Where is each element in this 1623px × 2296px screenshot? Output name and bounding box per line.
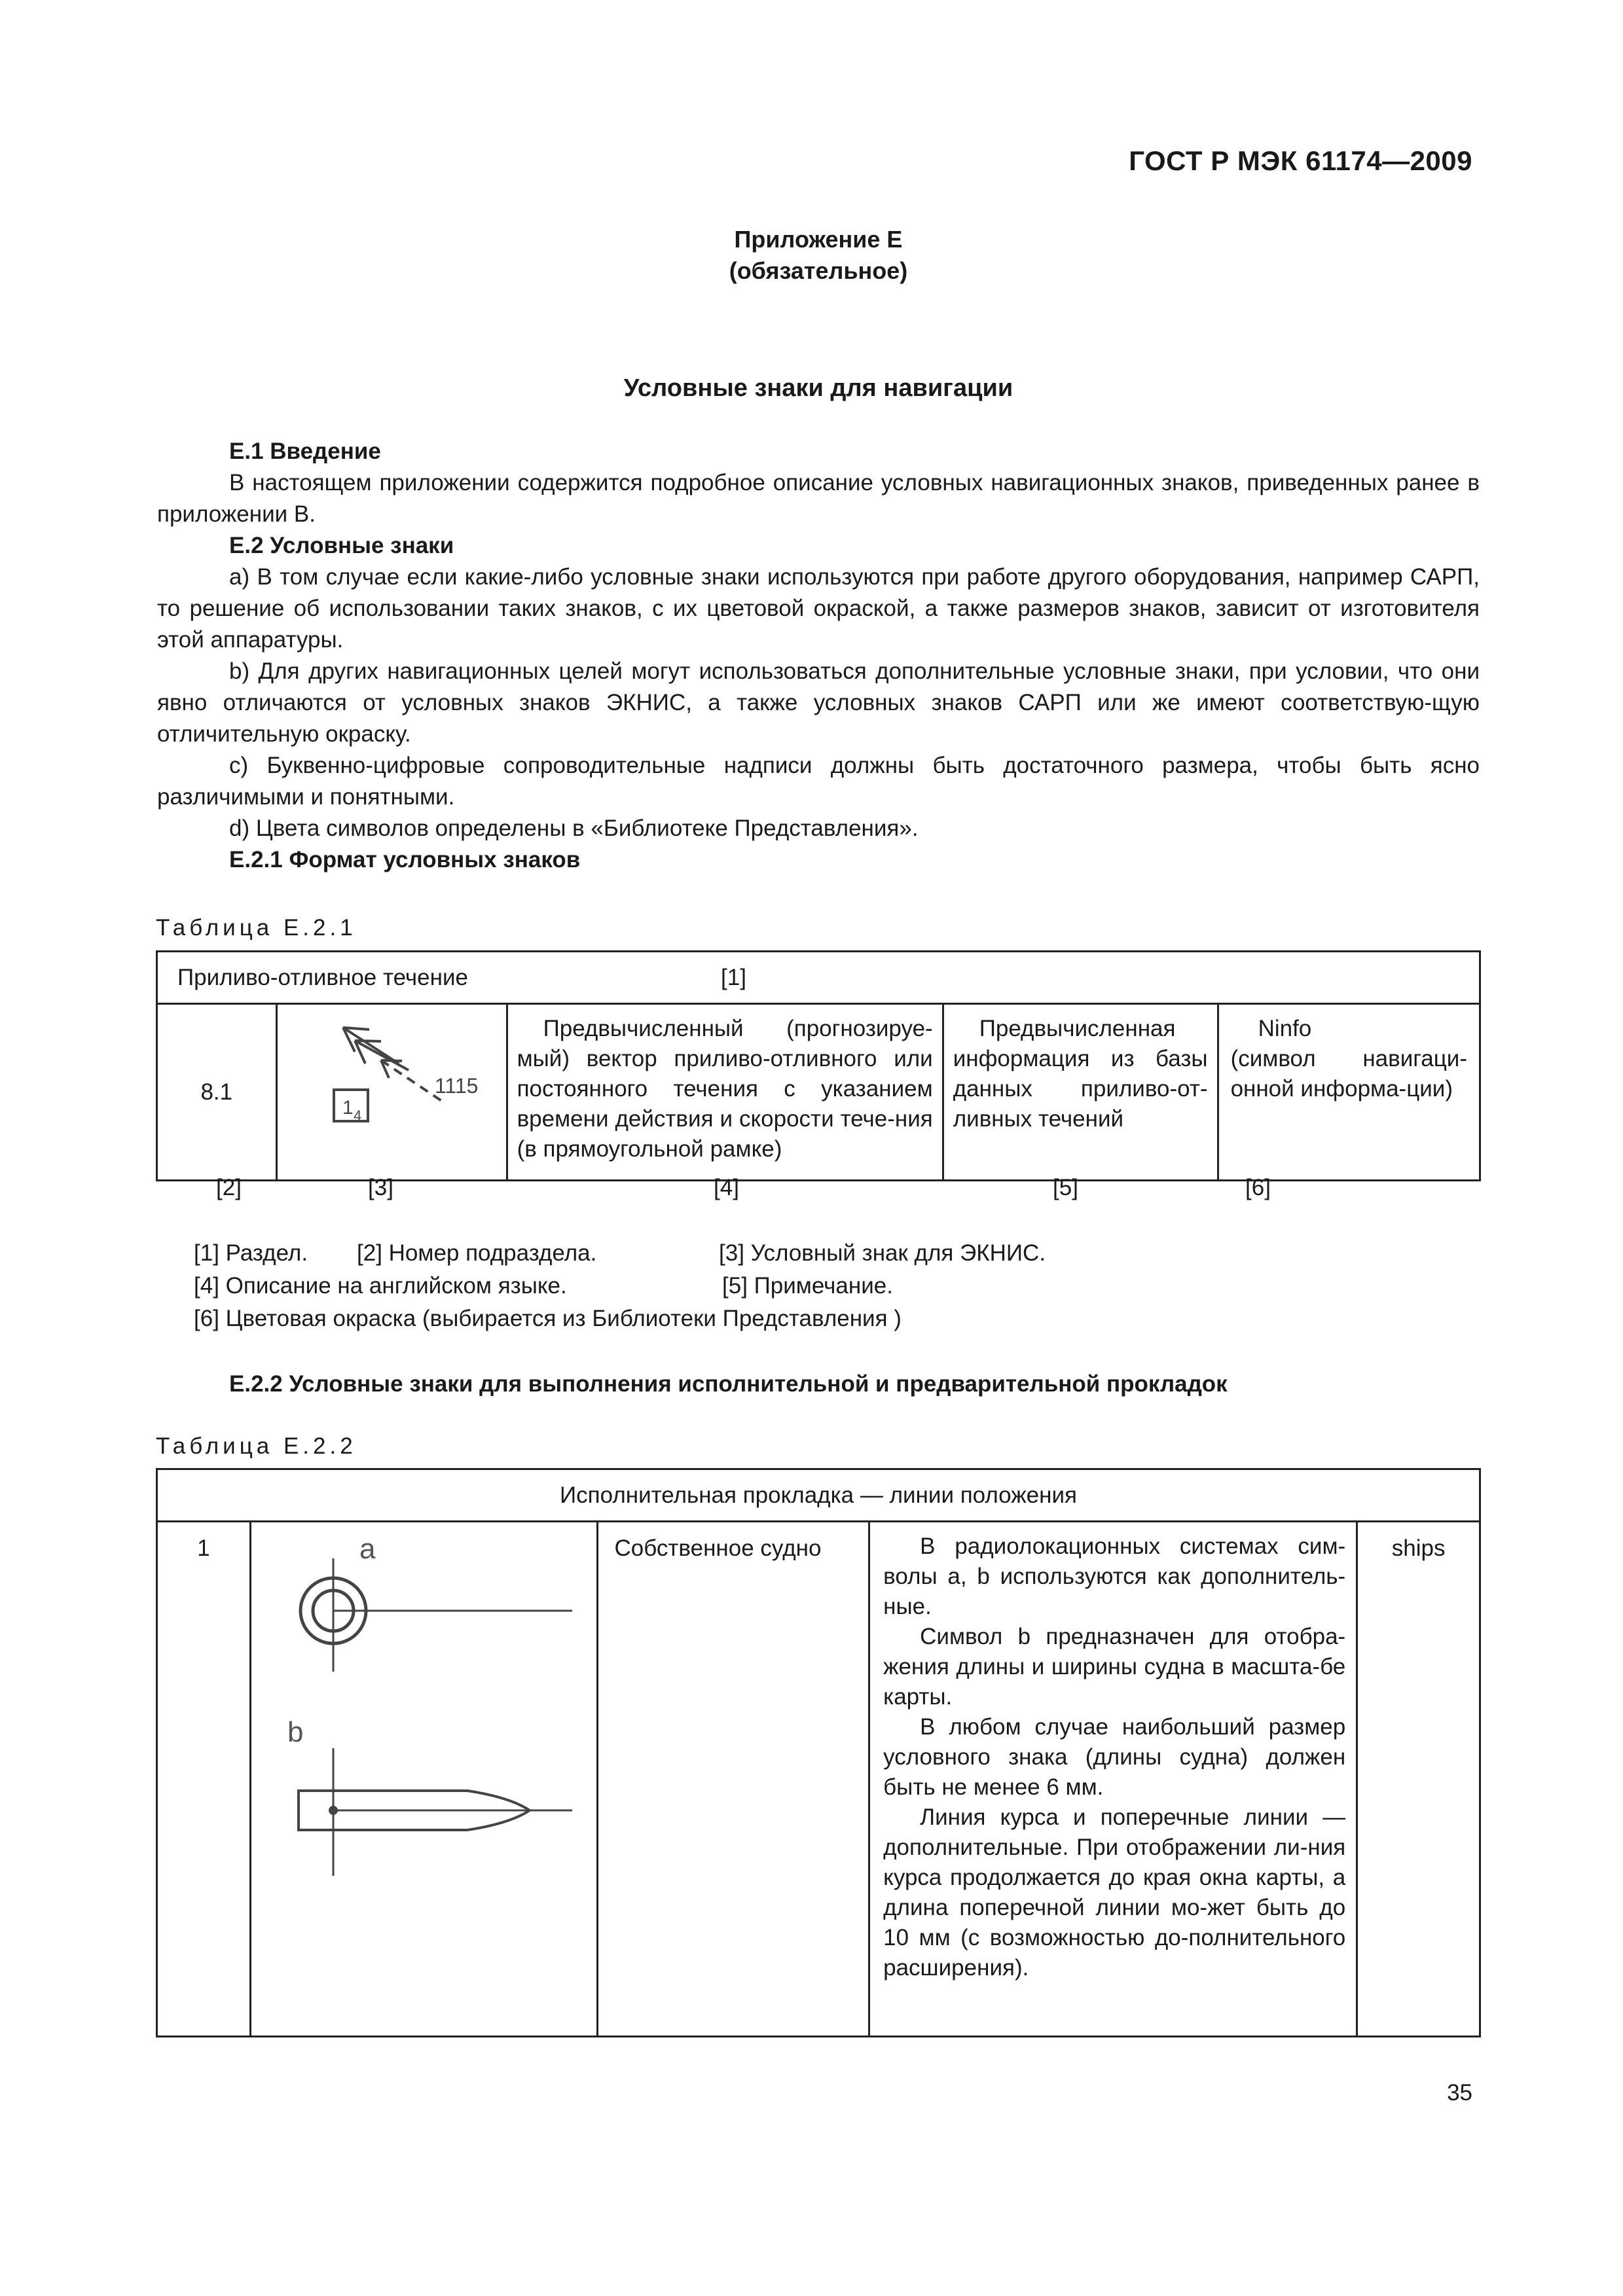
symbol-box-subscript: 4 <box>353 1107 361 1124</box>
note-2: [2] Номер подраздела. <box>357 1240 597 1266</box>
table1-info: Предвычисленная информация из базы данных приливо-от-ливных течений <box>943 1004 1218 1181</box>
symbols-item-d: d) Цвета символов определены в «Библиотеке Представления». <box>229 816 919 841</box>
tidal-stream-symbol <box>278 1005 507 1175</box>
symbols-item-c: c) Буквенно-цифровые сопроводительные надписи должны быть достаточного размера, чтобы быть ясно различимыми и понятными. <box>157 753 1480 810</box>
table1-header-label: Приливо-отливное течение <box>177 964 468 990</box>
table2-symbol-cell <box>250 1522 598 2037</box>
note-4: [4] Описание на английском языке. <box>194 1273 567 1299</box>
body-text <box>157 436 1480 876</box>
note-5: [5] Примечание. <box>722 1273 893 1299</box>
symbols-item-a: a) В том случае если какие-либо условные знаки используются при работе другого оборудования, например САРП, то решение об использовании таких знаков, с их цветовой окраской, а также размеров знаков, зависит от изготовителя этой аппаратуры. <box>157 564 1480 653</box>
own-ship-circle-symbol <box>301 1558 572 1672</box>
intro-heading: Е.1 Введение <box>229 439 381 464</box>
column-ref-4: [4] <box>714 1175 739 1200</box>
format-heading: Е.2.1 Формат условных знаков <box>229 847 581 872</box>
table-e22 <box>156 1468 1481 2037</box>
table2-name: Собственное судно <box>598 1522 869 2037</box>
intro-text: В настоящем приложении содержится подробное описание условных навигационных знаков, приведенных ранее в приложении В. <box>157 470 1480 527</box>
table2-header: Исполнительная прокладка — линии положения <box>157 1469 1480 1522</box>
table1-row-number: 8.1 <box>157 1004 277 1181</box>
table2-desc-p1: В радиолокационных системах сим-волы a, b используются как дополнитель-ные. <box>883 1534 1346 1619</box>
symbols-item-b: b) Для других навигационных целей могут использоваться дополнительные условные знаки, при условии, что они явно отличаются от условных знаков ЭКНИС, а также условных знаков САРП или же имеют соответствую-щую отличительную окраску. <box>157 658 1480 747</box>
section-title: Условные знаки для навигации <box>623 374 1013 402</box>
table2-desc-p3: В любом случае наибольший размер условного знака (длины судна) должен быть не менее 6 мм. <box>883 1714 1346 1800</box>
note-3: [3] Условный знак для ЭКНИС. <box>719 1240 1046 1266</box>
table2-caption: Таблица Е.2.2 <box>156 1433 357 1459</box>
table1-header <box>157 952 1480 1004</box>
table2-desc-p4: Линия курса и поперечные линии — дополнительные. При отображении ли-ния курса продолжается до края окна карты, а длина поперечной линии мо-жет быть до 10 мм (с возможностью до-полнительного расширения). <box>883 1804 1346 1981</box>
standard-header: ГОСТ Р МЭК 61174—2009 <box>1129 145 1472 176</box>
symbol-box-digit: 1 <box>342 1097 354 1119</box>
own-ship-symbols <box>251 1522 598 2033</box>
table2-row-number: 1 <box>157 1522 251 2037</box>
own-ship-scaled-symbol <box>299 1748 572 1876</box>
column-ref-3: [3] <box>368 1175 393 1200</box>
table-e21 <box>156 950 1481 1181</box>
symbols-heading: Е.2 Условные знаки <box>229 533 454 558</box>
table1-name-desc: (символ навигаци-онной информа-ции) <box>1230 1046 1467 1102</box>
symbol-a-label: a <box>359 1533 376 1565</box>
appendix-title: Приложение Е <box>734 226 903 253</box>
note-6: [6] Цветовая окраска (выбирается из Библиотеки Представления ) <box>194 1306 902 1331</box>
table1-description: Предвычисленный (прогнозируе-мый) вектор приливо-отливного или постоянного течения с указанием времени действия и скорости тече-ния (в прямоугольной рамке) <box>507 1004 943 1181</box>
table1-caption: Таблица Е.2.1 <box>156 915 357 941</box>
table2-section-heading: Е.2.2 Условные знаки для выполнения исполнительной и предварительной прокладок <box>229 1371 1228 1397</box>
table1-header-ref: [1] <box>721 964 746 990</box>
page-number: 35 <box>1447 2080 1472 2106</box>
note-1: [1] Раздел. <box>194 1240 308 1266</box>
symbol-number: 1115 <box>434 1074 479 1098</box>
appendix-status: (обязательное) <box>729 257 908 284</box>
column-ref-5: [5] <box>1053 1175 1078 1200</box>
table1-name: Ninfo <box>1258 1016 1312 1041</box>
table2-description <box>869 1522 1357 2037</box>
symbol-b-label: b <box>287 1716 304 1748</box>
table2-color: ships <box>1357 1522 1480 2037</box>
column-ref-6: [6] <box>1245 1175 1271 1200</box>
table2-desc-p2: Символ b предназначен для отобра-жения длины и ширины судна в масшта-бе карты. <box>883 1624 1346 1710</box>
table1-symbol-cell <box>276 1004 507 1181</box>
column-ref-2: [2] <box>216 1175 242 1200</box>
table1-name-cell <box>1218 1004 1480 1181</box>
